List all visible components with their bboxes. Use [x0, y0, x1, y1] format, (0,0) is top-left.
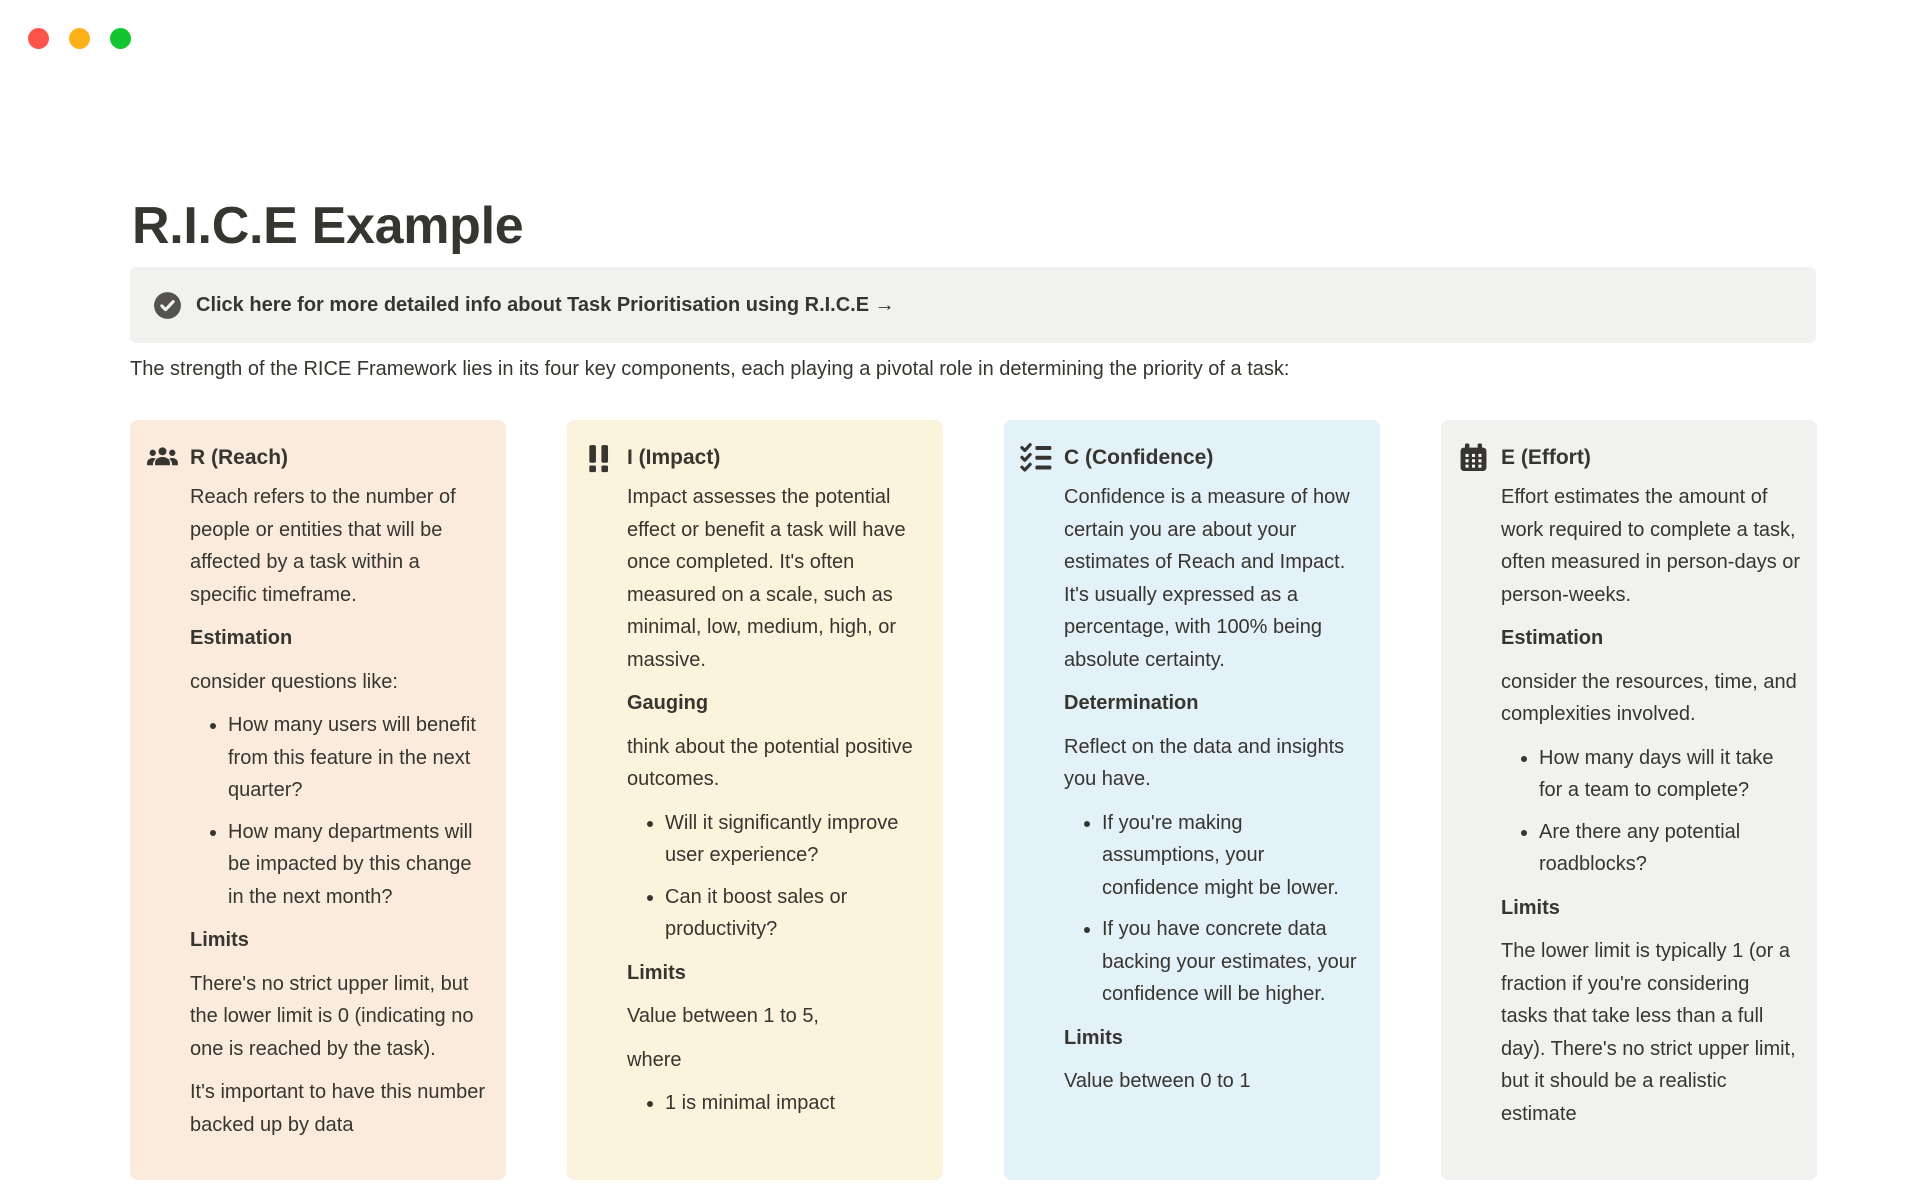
check-circle-icon: [152, 290, 183, 321]
column-card-impact: [567, 420, 943, 1180]
list-item: • Will it significantly improve user experience?: [665, 807, 927, 872]
list-item: • Can it boost sales or productivity?: [665, 881, 927, 946]
column-title: I (Impact): [627, 446, 721, 469]
list-item: • How many departments will be impacted by this change in the next month?: [228, 816, 490, 914]
column-header: [1020, 441, 1364, 474]
paragraph: Value between 1 to 5,: [627, 1005, 819, 1027]
bullet-list: [627, 807, 927, 946]
subheading: Limits: [1064, 1026, 1123, 1049]
column-title: E (Effort): [1501, 446, 1591, 469]
column-header: [583, 441, 927, 474]
subheading: Limits: [627, 961, 686, 984]
column-header: [146, 441, 490, 474]
column-card-confidence: [1004, 420, 1380, 1180]
subheading: Estimation: [190, 627, 293, 649]
paragraph: Effort estimates the amount of work required to complete a task, often measured in person-days or person-weeks.: [1501, 486, 1801, 606]
subheading: Limits: [1501, 896, 1560, 919]
paragraph: Value between 0 to 1: [1064, 1070, 1251, 1092]
page-title: R.I.C.E Example: [132, 197, 524, 255]
subheading: Determination: [1064, 692, 1199, 714]
columns: [130, 420, 1817, 1180]
calendar-icon: [1457, 441, 1490, 474]
zoom-button[interactable]: [110, 28, 131, 49]
paragraph: It's important to have this number backed up by data: [190, 1081, 486, 1136]
paragraph: The lower limit is typically 1 (or a fraction if you're considering tasks that take less than a full day). There's no strict upper limit, but it should be a realistic estimate: [1501, 940, 1796, 1125]
list-item: • 1 is minimal impact: [665, 1087, 927, 1120]
list-item: • If you're making assumptions, your confidence might be lower.: [1102, 807, 1364, 905]
column-header: [1457, 441, 1801, 474]
paragraph: consider the resources, time, and complexities involved.: [1501, 670, 1797, 725]
close-button[interactable]: [28, 28, 49, 49]
list-item: • Are there any potential roadblocks?: [1539, 816, 1801, 881]
column-card-effort: [1441, 420, 1817, 1180]
paragraph: Reflect on the data and insights you have.: [1064, 735, 1345, 790]
bullet-list: [190, 709, 490, 913]
paragraph: Confidence is a measure of how certain you are about your estimates of Reach and Impact. It's usually expressed as a percentage, with 100% being absolute certainty.: [1064, 486, 1350, 671]
column-body: [190, 481, 490, 1141]
checklist-icon: [1020, 441, 1053, 474]
list-item: • How many users will benefit from this feature in the next quarter?: [228, 709, 490, 807]
column-body: [1501, 481, 1801, 1130]
intro-paragraph: The strength of the RICE Framework lies in its four key components, each playing a pivotal role in determining the priority of a task:: [130, 358, 1290, 380]
double-exclamation-icon: [583, 441, 616, 474]
column-card-reach: [130, 420, 506, 1180]
list-item: • How many days will it take for a team to complete?: [1539, 742, 1801, 807]
column-title: R (Reach): [190, 446, 289, 469]
column-body: [1064, 481, 1364, 1098]
bullet-list: [1501, 742, 1801, 881]
bullet-list: [627, 1087, 927, 1120]
bullet-list: [1064, 807, 1364, 1011]
callout-text: Click here for more detailed info about Task Prioritisation using R.I.C.E →: [196, 293, 895, 316]
paragraph: where: [627, 1048, 682, 1071]
paragraph: There's no strict upper limit, but the lower limit is 0 (indicating no one is reached by the task).: [190, 972, 474, 1060]
column-title: C (Confidence): [1064, 446, 1214, 469]
subheading: Estimation: [1501, 627, 1604, 649]
callout-link[interactable]: [130, 267, 1816, 343]
subheading: Gauging: [627, 692, 709, 714]
paragraph: think about the potential positive outcomes.: [627, 735, 913, 790]
paragraph: Impact assesses the potential effect or benefit a task will have once completed. It's often measured on a scale, such as minimal, low, medium, high, or massive.: [627, 486, 906, 671]
minimize-button[interactable]: [69, 28, 90, 49]
paragraph: consider questions like:: [190, 670, 398, 693]
column-body: [627, 481, 927, 1120]
window-controls: [28, 28, 131, 49]
people-group-icon: [146, 441, 179, 474]
list-item: • If you have concrete data backing your estimates, your confidence will be higher.: [1102, 913, 1364, 1011]
subheading: Limits: [190, 929, 249, 951]
paragraph: Reach refers to the number of people or entities that will be affected by a task within a specific timeframe.: [190, 486, 456, 606]
